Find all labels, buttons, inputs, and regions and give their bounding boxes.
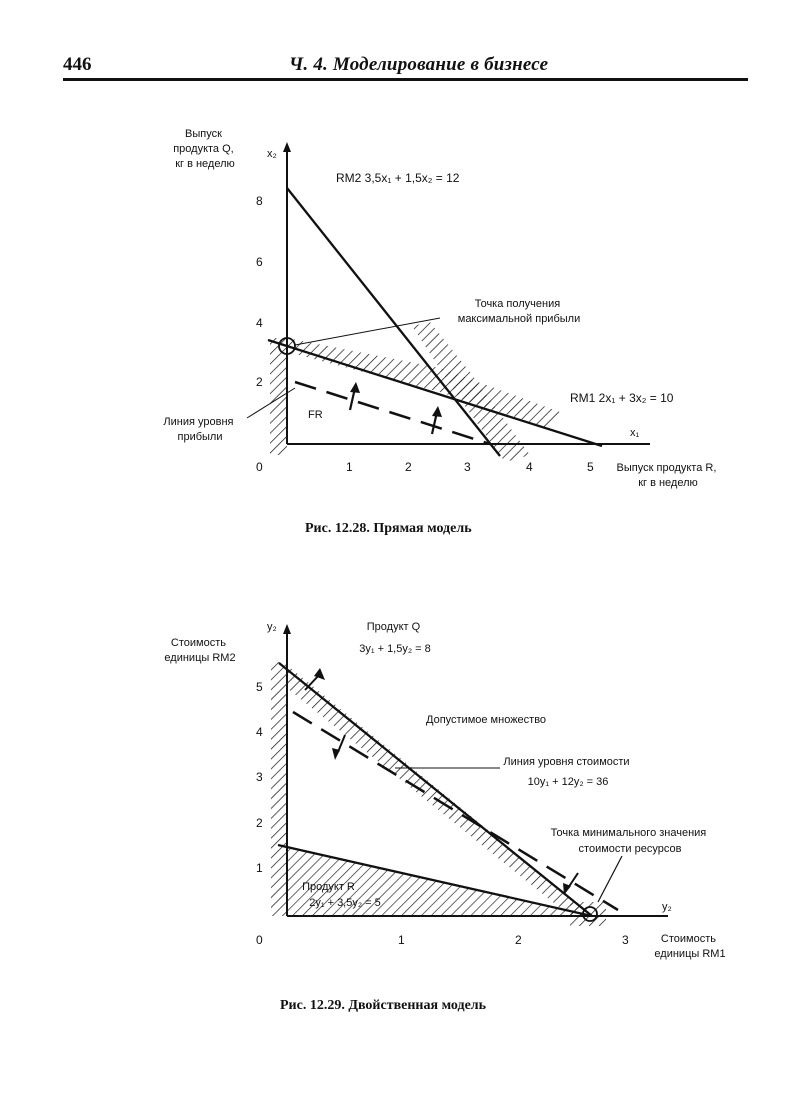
- x-tick: 2: [405, 460, 412, 474]
- x-axis-title: Стоимость единицы RM1: [654, 933, 726, 960]
- y-tick: 4: [256, 316, 263, 330]
- running-title: Ч. 4. Моделирование в бизнесе: [289, 54, 549, 75]
- profit-direction-arrow: [350, 382, 360, 410]
- x-tick: 3: [464, 460, 471, 474]
- y-axis-arrow: [283, 142, 291, 152]
- y-tick: 8: [256, 194, 263, 208]
- y-tick: 3: [256, 770, 263, 784]
- y-axis-title: Выпуск продукта Q, кг в неделю: [173, 128, 235, 170]
- y-tick: 1: [256, 861, 263, 875]
- product-r-label: Продукт R 2y₁ + 3,5y₂ = 5: [302, 881, 381, 909]
- rm2-equation-label: RM2 3,5x₁ + 1,5x₂ = 12: [336, 171, 460, 185]
- y-tick: 2: [256, 816, 263, 830]
- y-axis-arrow: [283, 624, 291, 634]
- origin-label: 0: [256, 933, 263, 947]
- min-point-label: Точка минимального значения стоимости ресурсов: [550, 827, 707, 855]
- x-axis-symbol: x₁: [630, 427, 640, 439]
- y-axis-title: Стоимость единицы RM2: [164, 637, 236, 664]
- running-header: [63, 54, 748, 81]
- min-point-leader: [598, 856, 622, 902]
- figure1-caption: Рис. 12.28. Прямая модель: [305, 521, 472, 536]
- y-tick: 2: [256, 375, 263, 389]
- figure2-caption: Рис. 12.29. Двойственная модель: [280, 998, 487, 1013]
- y-axis-symbol: x₂: [267, 148, 277, 160]
- x-tick: 1: [346, 460, 353, 474]
- y-axis-symbol: y₂: [267, 621, 277, 633]
- x-tick: 5: [587, 460, 594, 474]
- hatch-y-axis: [270, 338, 287, 455]
- x-axis-symbol: y₂: [662, 901, 672, 913]
- origin-label: 0: [256, 460, 263, 474]
- cost-direction-arrow: [305, 668, 325, 690]
- figure-primal-model: [0, 110, 800, 510]
- page-number: 446: [63, 54, 92, 75]
- x-tick: 3: [622, 933, 629, 947]
- optimum-label: Точка получения максимальной прибыли: [457, 298, 581, 325]
- cost-line-label: Линия уровня стоимости 10y₁ + 12y₂ = 36: [503, 756, 630, 788]
- hatch-y-axis: [271, 662, 287, 916]
- hatch-rm1: [287, 338, 560, 428]
- profit-direction-arrow: [432, 406, 442, 434]
- profit-line-label: Линия уровня прибыли: [163, 416, 234, 443]
- product-q-label: Продукт Q 3y₁ + 1,5y₂ = 8: [359, 621, 431, 655]
- y-tick: 5: [256, 680, 263, 694]
- x-tick: 2: [515, 933, 522, 947]
- y-tick: 4: [256, 725, 263, 739]
- figure-dual-model: [0, 610, 800, 970]
- y-tick: 6: [256, 255, 263, 269]
- x-axis-title: Выпуск продукта R, кг в неделю: [616, 462, 717, 489]
- rm1-equation-label: RM1 2x₁ + 3x₂ = 10: [570, 391, 674, 405]
- feasible-set-label: Допустимое множество: [426, 714, 547, 726]
- feasible-region-label: FR: [308, 409, 323, 421]
- x-tick: 4: [526, 460, 533, 474]
- x-tick: 1: [398, 933, 405, 947]
